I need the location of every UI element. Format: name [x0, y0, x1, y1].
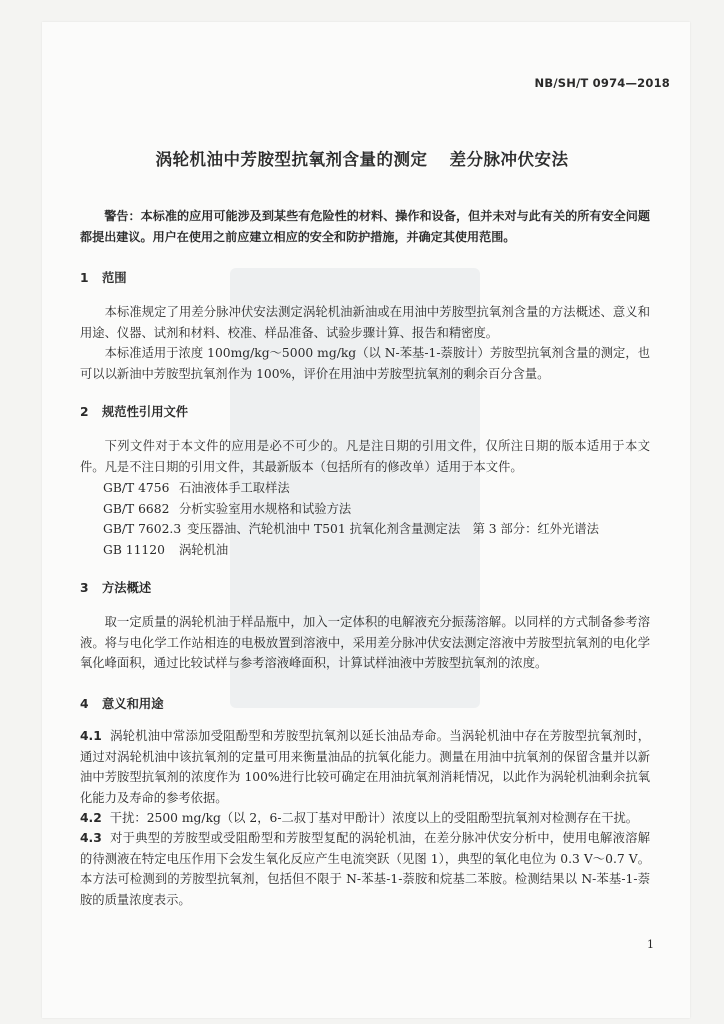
clause-text: 涡轮机油中常添加受阻酚型和芳胺型抗氧剂以延长油品寿命。当涡轮机油中存在芳胺型抗氧剂时，通过对涡轮机油中该抗氧剂的定量可用来衡量油品的抗氧化能力。测量在用油中抗氧剂的保留含量并以新油中芳胺型抗氧剂的浓度作为 100%进行比较可确定在用油抗氧剂消耗情况，以此作为涡轮机油剩余抗氧化能力及寿命的参考依据。 — [80, 729, 650, 805]
section-2-heading — [80, 402, 188, 420]
section-1-paragraph-2: 本标准适用于浓度 100mg/kg～5000 mg/kg（以 N-苯基-1-萘胺计）芳胺型抗氧剂含量的测定，也可以以新油中芳胺型抗氧剂作为 100%，评价在用油中芳胺型抗氧剂的剩余百分含量。 — [80, 346, 650, 381]
clause-text: 干扰：2500 mg/kg（以 2，6-二叔丁基对甲酚计）浓度以上的受阻酚型抗氧剂对检测存在干扰。 — [109, 811, 639, 825]
section-1-number: 1 — [80, 271, 89, 285]
reference-item — [103, 478, 599, 499]
clause-4-1 — [80, 726, 650, 808]
clause-number: 4.2 — [80, 811, 102, 825]
reference-title: 石油液体手工取样法 — [179, 481, 290, 495]
reference-code: GB 11120 — [103, 542, 165, 557]
section-3-heading — [80, 578, 151, 596]
section-4-heading — [80, 694, 164, 712]
section-3-paragraph-1: 取一定质量的涡轮机油于样品瓶中，加入一定体积的电解液充分振荡溶解。以同样的方式制备参考溶液。将与电化学工作站相连的电极放置到溶液中，采用差分脉冲伏安法测定溶液中芳胺型抗氧剂的电化学氧化峰面积，通过比较试样与参考溶液峰面积，计算试样油液中芳胺型抗氧剂的浓度。 — [80, 615, 650, 670]
document-title — [0, 146, 724, 170]
section-4-title: 意义和用途 — [102, 697, 164, 711]
clause-number: 4.3 — [80, 831, 102, 845]
warning-paragraph: 警告：本标准的应用可能涉及到某些有危险性的材料、操作和设备，但并未对与此有关的所有安全问题都提出建议。用户在使用之前应建立相应的安全和防护措施，并确定其使用范围。 — [80, 209, 650, 244]
reference-title: 涡轮机油 — [179, 542, 229, 557]
title-main: 涡轮机油中芳胺型抗氧剂含量的测定 — [155, 150, 428, 169]
reference-item — [103, 499, 599, 520]
section-2-number: 2 — [80, 405, 89, 419]
reference-code: GB/T 7602.3 — [103, 522, 182, 536]
clause-number: 4.1 — [80, 729, 102, 743]
standard-code: NB/SH/T 0974—2018 — [534, 76, 670, 90]
reference-title: 分析实验室用水规格和试验方法 — [179, 501, 352, 516]
reference-item — [103, 540, 599, 561]
reference-list — [103, 478, 599, 560]
reference-code: GB/T 4756 — [103, 481, 170, 495]
section-1-title: 范围 — [102, 271, 127, 285]
section-3-number: 3 — [80, 581, 89, 595]
clause-4-3 — [80, 828, 650, 910]
section-2-title: 规范性引用文件 — [102, 405, 189, 419]
section-4-number: 4 — [80, 697, 89, 711]
reference-item — [103, 519, 599, 540]
title-method: 差分脉冲伏安法 — [449, 150, 569, 169]
section-2-paragraph-1: 下列文件对于本文件的应用是必不可少的。凡是注日期的引用文件，仅所注日期的版本适用于本文件。凡是不注日期的引用文件，其最新版本（包括所有的修改单）适用于本文件。 — [80, 439, 650, 474]
reference-code: GB/T 6682 — [103, 501, 170, 516]
clause-4-2 — [80, 808, 650, 829]
section-1-paragraph-1: 本标准规定了用差分脉冲伏安法测定涡轮机油新油或在用油中芳胺型抗氧剂含量的方法概述、意义和用途、仪器、试剂和材料、校准、样品准备、试验步骤计算、报告和精密度。 — [80, 305, 650, 340]
reference-title: 变压器油、汽轮机油中 T501 抗氧化剂含量测定法 第 3 部分：红外光谱法 — [187, 522, 599, 536]
section-1-heading — [80, 268, 127, 286]
clause-text: 对于典型的芳胺型或受阻酚型和芳胺型复配的涡轮机油，在差分脉冲伏安分析中，使用电解液溶解的待测液在特定电压作用下会发生氧化反应产生电流突跃（见图 1），典型的氧化电位为 0.3 V～0.7 V。本方法可检测到的芳胺型抗氧剂，包括但不限于 N-苯基-1-萘胺和烷基二苯胺。检测结果以 N-苯基-1-萘胺的质量浓度表示。 — [80, 831, 650, 907]
page-number: 1 — [647, 938, 654, 951]
section-3-title: 方法概述 — [102, 581, 152, 595]
